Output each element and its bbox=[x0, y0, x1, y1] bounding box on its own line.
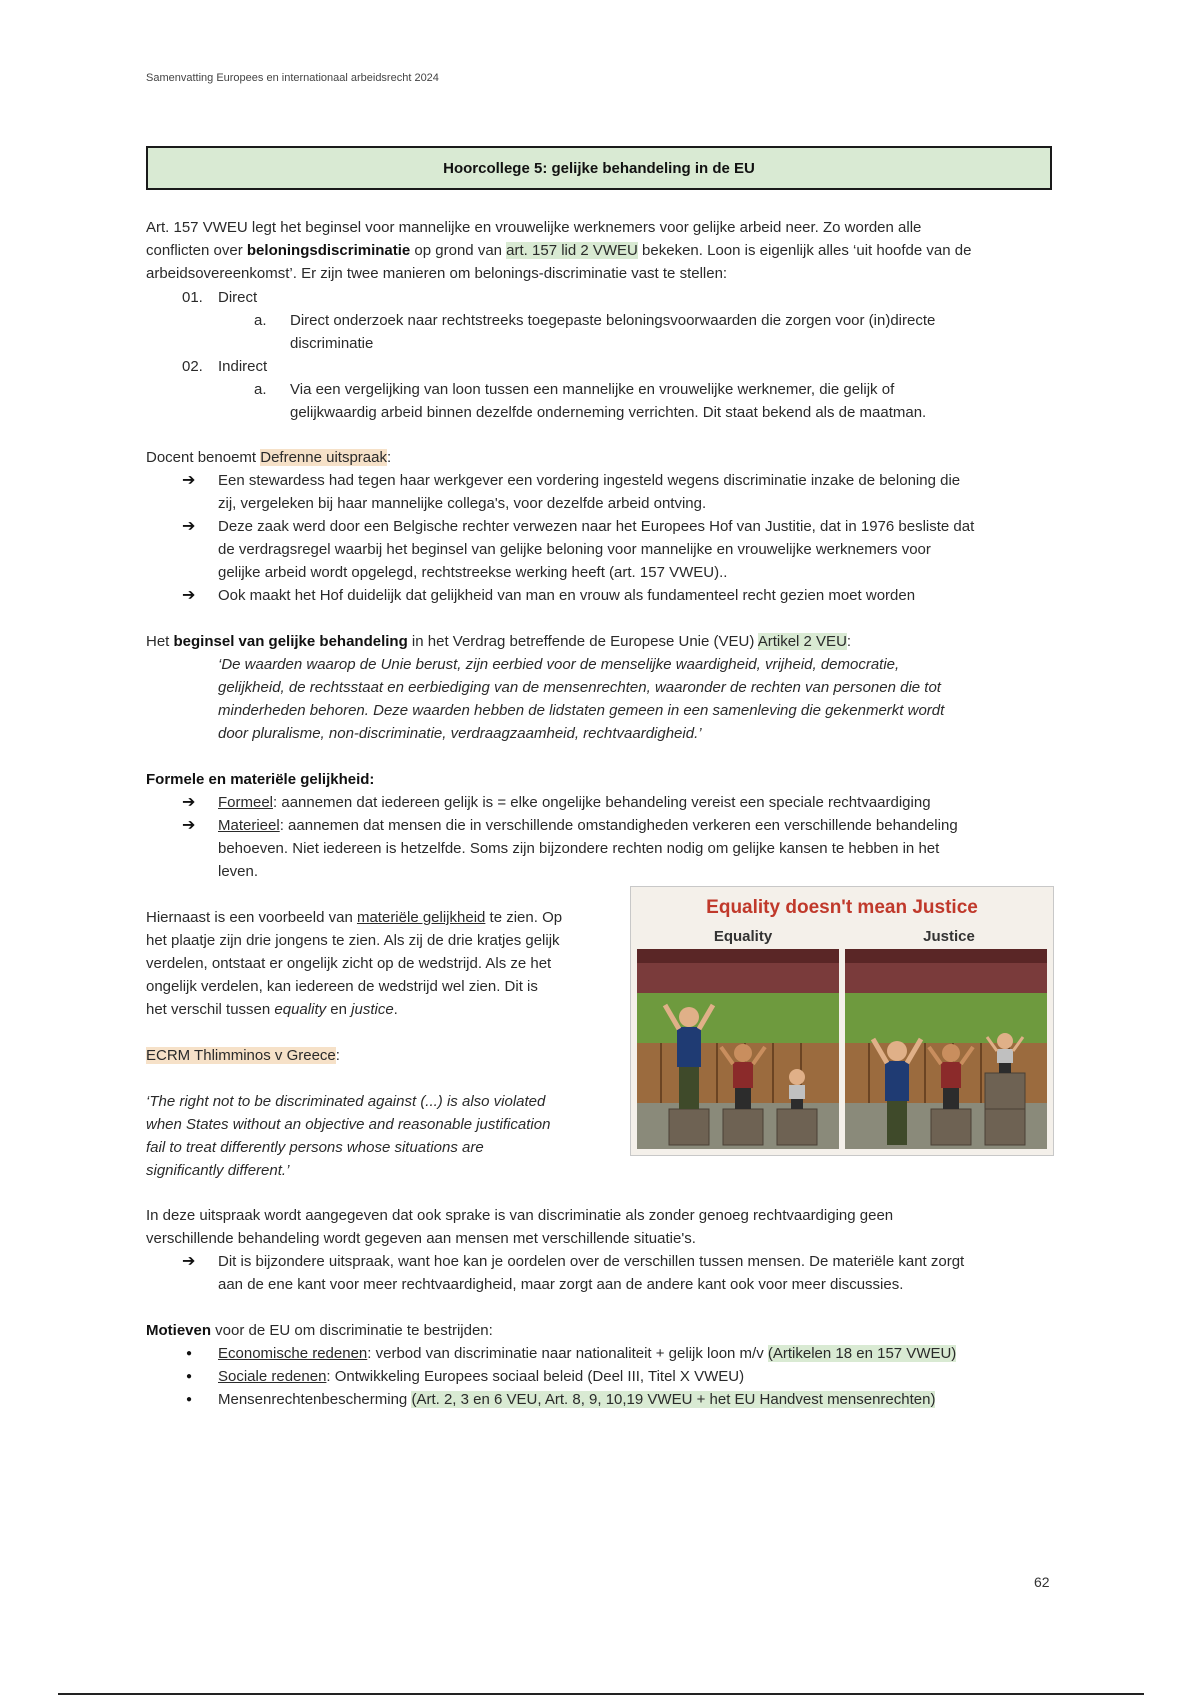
arrow-icon: ➔ bbox=[182, 817, 196, 834]
arrow-icon: ➔ bbox=[182, 587, 196, 604]
ref-mensenrechten: (Art. 2, 3 en 6 VEU, Art. 8, 9, 10,19 VWEU + het EU Handvest mensenrechten) bbox=[411, 1391, 936, 1408]
arrow-icon: ➔ bbox=[182, 472, 196, 489]
ref-artikel2: Artikel 2 VEU bbox=[757, 633, 847, 650]
motief-economisch: Economische redenen: verbod van discriminatie naar nationaliteit + gelijk loon m/v (Artikelen 18 en 157 VWEU) bbox=[218, 1345, 957, 1362]
term-formeel: Formeel bbox=[218, 794, 274, 811]
motieven-intro: Motieven voor de EU om discriminatie te bestrijden: bbox=[146, 1322, 493, 1339]
defrenne-bullet-3: Ook maakt het Hof duidelijk dat gelijkheid van man en vrouw als fundamenteel recht gezien moet worden bbox=[218, 587, 916, 604]
equality-justice-image bbox=[630, 886, 1054, 1156]
method-number-2: 02. bbox=[182, 358, 203, 375]
term-materiele-gelijkheid: materiële gelijkheid bbox=[356, 909, 486, 926]
defrenne-bullet-2: Deze zaak werd door een Belgische rechter verwezen naar het Europees Hof van Justitie, dat in 1976 besliste dat de verdragsregel waarbij het beginsel van gelijke beloning voor mannelijke en vrouwelijke werknemers voor gelijke arbeid wordt opgelegd, rechtstreekse werking heeft (art. 157 VWEU).. bbox=[218, 518, 975, 581]
conclusie-paragraph: In deze uitspraak wordt aangegeven dat ook sprake is van discriminatie als zonder genoeg rechtvaardiging geen verschillende behandeling wordt gegeven aan mensen met verschillende situatie's. bbox=[146, 1207, 894, 1247]
bullet-icon: ● bbox=[186, 1348, 193, 1359]
example-paragraph: Hiernaast is een voorbeeld van materiële gelijkheid te zien. Op het plaatje zijn drie jongens te zien. Als zij de drie kratjes gelijk verdelen, ontstaat er ongelijk zicht op de wedstrijd. Als ze het ongelijk verdelen, kan iedereen de wedstrijd wel zien. Dit is het verschil tussen equality en justice. bbox=[146, 909, 563, 1018]
materieel-definition: Materieel: aannemen dat mensen die in verschillende omstandigheden verkeren een verschillende behandeling behoeven. Niet iedereen is hetzelfde. Soms zijn bijzondere rechten nodig om gelijke kansen te hebben in het leven. bbox=[218, 817, 958, 880]
formeel-definition: Formeel: aannemen dat iedereen gelijk is = elke ongelijke behandeling vereist een speciale rechtvaardiging bbox=[218, 794, 931, 811]
intro-paragraph bbox=[146, 216, 1056, 285]
arrow-icon: ➔ bbox=[182, 518, 196, 535]
term-beloningsdiscriminatie: beloningsdiscriminatie bbox=[246, 242, 411, 259]
conclusie-bullet: Dit is bijzondere uitspraak, want hoe kan je oordelen over de verschillen tussen mensen. De materiële kant zorgt aan de ene kant voor meer rechtvaardigheid, maar zorgt aan de andere kant ook voor meer discussies. bbox=[218, 1253, 965, 1293]
formeel-heading: Formele en materiële gelijkheid: bbox=[146, 771, 375, 788]
method-indirect-desc: Via een vergelijking van loon tussen een mannelijke en vrouwelijke werknemer, die gelijk of gelijkwaardig arbeid binnen dezelfde onderneming verrichten. Dit staat bekend als de maatman. bbox=[290, 381, 927, 421]
ecrm-heading: ECRM Thlimminos v Greece: bbox=[146, 1047, 340, 1064]
bullet-icon: ● bbox=[186, 1394, 193, 1405]
term-materieel: Materieel bbox=[218, 817, 280, 834]
method-direct-desc: Direct onderzoek naar rechtstreeks toegepaste beloningsvoorwaarden die zorgen voor (in)directe discriminatie bbox=[290, 312, 936, 352]
ecrm-quote: ‘The right not to be discriminated against (...) is also violated when States without an objective and reasonable justification fail to treat differently persons whose situations are significantly different.’ bbox=[146, 1093, 551, 1179]
equality-panel bbox=[637, 949, 839, 1149]
defrenne-intro: Docent benoemt Defrenne uitspraak: bbox=[146, 449, 392, 466]
running-header: Samenvatting Europees en internationaal arbeidsrecht 2024 bbox=[146, 72, 439, 84]
defrenne-bullet-1: Een stewardess had tegen haar werkgever een vordering ingesteld wegens discriminatie inzake de beloning die zij, vergeleken bij haar mannelijke collega's, voor dezelfde arbeid ontving. bbox=[218, 472, 961, 512]
intro-line-2: conflicten over beloningsdiscriminatie op grond van art. 157 lid 2 VWEU bekeken. Loon is eigenlijk alles ‘uit hoofde van de bbox=[146, 242, 972, 259]
ref-defrenne: Defrenne uitspraak bbox=[260, 449, 387, 466]
method-letter: a. bbox=[254, 312, 267, 329]
page-number: 62 bbox=[1034, 1574, 1050, 1590]
figure-title: Equality doesn't mean Justice bbox=[706, 897, 978, 918]
beginsel-quote: ‘De waarden waarop de Unie berust, zijn eerbied voor de menselijke waardigheid, vrijheid, democratie, gelijkheid, de rechtsstaat en eerbiediging van de mensenrechten, waaronder de rechten van personen die tot minderheden behoren. Deze waarden hebben de lidstaten gemeen in een samenleving die gekenmerkt wordt door pluralisme, non-discriminatie, verdraagzaamheid, rechtvaardigheid.’ bbox=[218, 656, 945, 742]
arrow-icon: ➔ bbox=[182, 794, 196, 811]
method-title-indirect: Indirect bbox=[218, 358, 268, 375]
method-letter: a. bbox=[254, 381, 267, 398]
beginsel-intro: Het beginsel van gelijke behandeling in het Verdrag betreffende de Europese Unie (VEU) Artikel 2 VEU: bbox=[146, 633, 852, 650]
motief-sociaal: Sociale redenen: Ontwikkeling Europees sociaal beleid (Deel III, Titel X VWEU) bbox=[218, 1368, 745, 1385]
motief-mensenrechten: Mensenrechtenbescherming (Art. 2, 3 en 6 VEU, Art. 8, 9, 10,19 VWEU + het EU Handvest mensenrechten) bbox=[218, 1391, 936, 1408]
ref-artikelen-18-157: (Artikelen 18 en 157 VWEU) bbox=[767, 1345, 957, 1362]
method-number-1: 01. bbox=[182, 289, 203, 306]
method-title-direct: Direct bbox=[218, 289, 258, 306]
term-beginsel: beginsel van gelijke behandeling bbox=[173, 633, 408, 650]
arrow-icon: ➔ bbox=[182, 1253, 196, 1270]
bullet-icon: ● bbox=[186, 1371, 193, 1382]
intro-line-3: arbeidsovereenkomst’. Er zijn twee manieren om belonings-discriminatie vast te stellen: bbox=[146, 265, 728, 282]
equality-justice-illustration bbox=[631, 887, 1053, 1155]
ref-art157: art. 157 lid 2 VWEU bbox=[506, 242, 638, 259]
bottom-divider bbox=[58, 1693, 1144, 1695]
figure-label-justice: Justice bbox=[923, 928, 975, 945]
section-title: Hoorcollege 5: gelijke behandeling in de EU bbox=[146, 146, 1052, 190]
figure-label-equality: Equality bbox=[713, 928, 773, 945]
justice-panel bbox=[845, 949, 1047, 1149]
intro-line-1: Art. 157 VWEU legt het beginsel voor mannelijke en vrouwelijke werknemers voor gelijke arbeid neer. Zo worden alle bbox=[146, 219, 922, 236]
